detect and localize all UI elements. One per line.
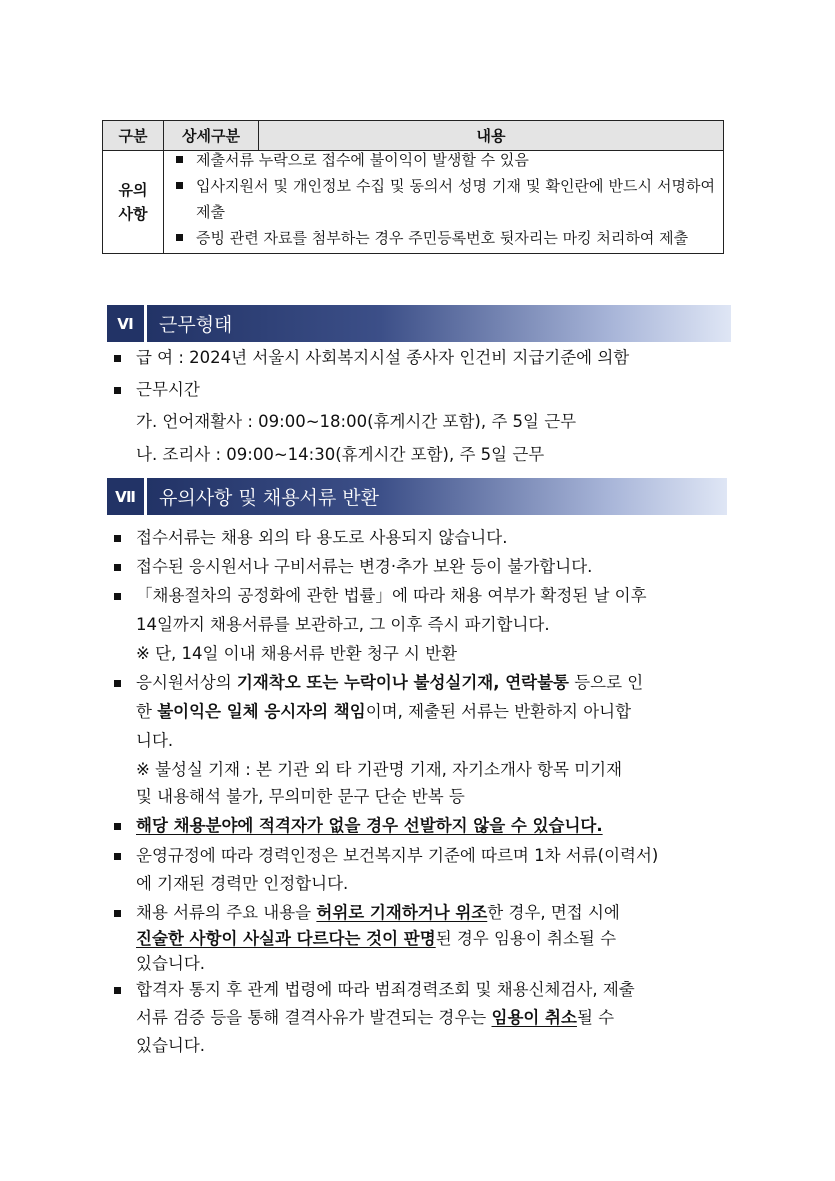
note-line: 있습니다. [136,954,206,973]
hours-label: 근무시간 [136,380,200,399]
section-title: 유의사항 및 채용서류 반환 [147,478,727,515]
emphasis-text: 진술한 사항이 사실과 다르다는 것이 판명 [136,929,436,948]
emphasis-text: 불이익은 일체 응시자의 책임 [157,702,366,721]
note-line: 있습니다. [136,1036,206,1055]
note-line: 「채용절차의 공정화에 관한 법률」에 따라 채용 여부가 확정된 날 이후 [136,586,647,605]
section-number: Ⅵ [107,305,144,342]
emphasis-text: 기재착오 또는 누락이나 불성실기재, 연락불통 [236,673,569,692]
note-remark: 및 내용해석 불가, 무의미한 문구 단순 반복 등 [136,787,465,806]
note-line: 접수된 응시원서나 구비서류는 변경·추가 보완 등이 불가합니다. [136,557,593,576]
emphasis-text: 임용이 취소 [491,1008,577,1027]
note-line: 서류 검증 등을 통해 결격사유가 발견되는 경우는 임용이 취소될 수 [136,1008,615,1027]
table-cell-content [164,151,724,254]
table-cell-category [103,151,164,254]
table-row [103,151,724,254]
list-item: 증빙 관련 자료를 첨부하는 경우 주민등록번호 뒷자리는 마킹 처리하여 제출 [174,225,715,251]
note-line: 운영규정에 따라 경력인정은 보건복지부 기준에 따르며 1차 서류(이력서) [136,846,659,865]
note-remark: ※ 단, 14일 이내 채용서류 반환 청구 시 반환 [136,644,458,663]
hours-cook: 나. 조리사 : 09:00~14:30(휴게시간 포함), 주 5일 근무 [136,445,545,464]
hours-speech-therapist: 가. 언어재활사 : 09:00~18:00(휴게시간 포함), 주 5일 근무 [136,412,577,431]
table-header-content: 내용 [259,121,724,151]
section-number: Ⅶ [107,478,144,515]
note-line-emphasis: 해당 채용분야에 적격자가 없을 경우 선발하지 않을 수 있습니다. [136,816,603,835]
notice-table [102,120,724,254]
section-title: 근무형태 [147,305,731,342]
note-line: 니다. [136,731,174,750]
list-item: 입사지원서 및 개인정보 수집 및 동의서 성명 기재 및 확인란에 반드시 서명하여 제출 [174,173,715,225]
emphasis-text: 허위로 기재하거나 위조 [316,903,488,922]
table-header-category: 구분 [103,121,164,151]
note-line: 응시원서상의 기재착오 또는 누락이나 불성실기재, 연락불통 등으로 인 [136,673,644,692]
category-label: 유의 사항 [118,181,148,223]
note-line: 진술한 사항이 사실과 다르다는 것이 판명된 경우 임용이 취소될 수 [136,929,617,948]
section-header-notes [107,478,727,515]
table-header-row [103,121,724,151]
section-header-work-type [107,305,731,342]
table-header-detail: 상세구분 [164,121,259,151]
note-line: 접수서류는 채용 외의 타 용도로 사용되지 않습니다. [136,528,508,547]
note-line: 채용 서류의 주요 내용을 허위로 기재하거나 위조한 경우, 면접 시에 [136,903,620,922]
pay-line: 급 여 : 2024년 서울시 사회복지시설 종사자 인건비 지급기준에 의함 [136,348,630,367]
note-line: 한 불이익은 일체 응시자의 책임이며, 제출된 서류는 반환하지 아니합 [136,702,632,721]
note-line: 에 기재된 경력만 인정합니다. [136,874,349,893]
note-remark: ※ 불성실 기재 : 본 기관 외 타 기관명 기재, 자기소개사 항목 미기재 [136,760,623,779]
list-item: 제출서류 누락으로 접수에 불이익이 발생할 수 있음 [174,147,715,173]
note-line: 합격자 통지 후 관계 법령에 따라 범죄경력조회 및 채용신체검사, 제출 [136,980,635,999]
note-line: 14일까지 채용서류를 보관하고, 그 이후 즉시 파기합니다. [136,615,550,634]
